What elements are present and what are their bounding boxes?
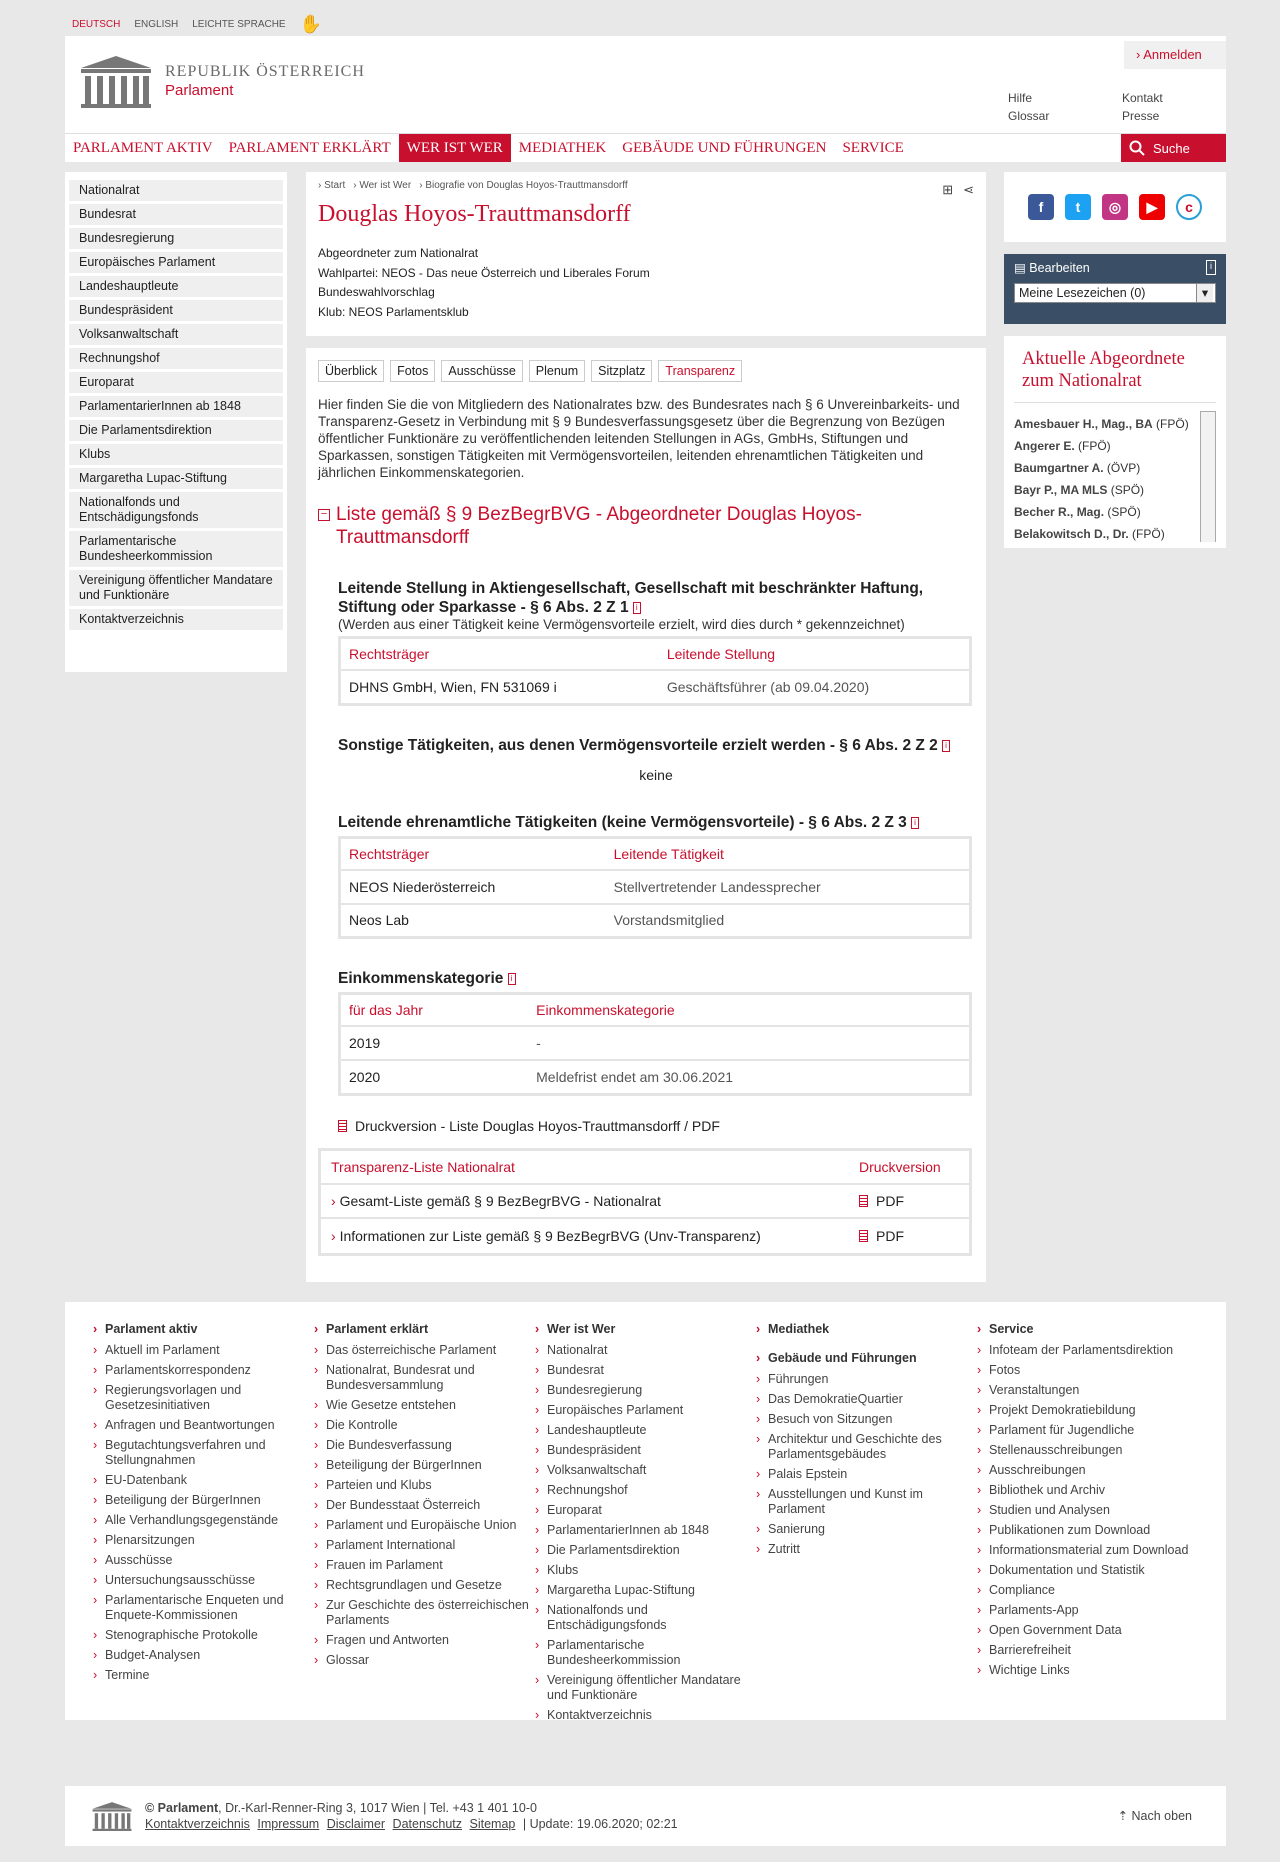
pdf-icon	[859, 1230, 868, 1242]
section-title: Einkommenskategorie	[338, 970, 504, 987]
footer-link[interactable]: › Parlaments-App	[977, 1603, 1198, 1618]
footer-link[interactable]: › Palais Epstein	[756, 1467, 977, 1482]
sidebar-item[interactable]: Die Parlamentsdirektion	[69, 420, 283, 441]
footer-link[interactable]: › ParlamentarierInnen ab 1848	[535, 1523, 756, 1538]
keine-text: keine	[639, 766, 673, 783]
footer-col-erklaert	[314, 1322, 535, 1700]
list-item[interactable]: Belakowitsch D., Dr. (FPÖ)	[1014, 527, 1165, 541]
tab-transparenz[interactable]: Transparenz	[658, 360, 742, 382]
footer-link[interactable]: › Studien und Analysen	[977, 1503, 1198, 1518]
info-icon[interactable]: i	[633, 602, 641, 614]
table-row	[340, 870, 971, 904]
footer-link[interactable]: › Architektur und Geschichte des Parlamentsgebäudes	[756, 1432, 977, 1462]
list-heading[interactable]	[318, 503, 974, 549]
search-button[interactable]	[1121, 134, 1226, 162]
social-links	[1004, 172, 1226, 242]
tab-ueberblick[interactable]: Überblick	[318, 360, 384, 382]
footer-heading[interactable]: › Parlament aktiv	[93, 1322, 314, 1337]
footer-heading[interactable]: › Wer ist Wer	[535, 1322, 756, 1337]
footer-link[interactable]: › Landeshauptleute	[535, 1423, 756, 1438]
current-mps-list	[1014, 402, 1216, 542]
edit-label: Bearbeiten	[1029, 261, 1090, 275]
tab-fotos[interactable]: Fotos	[390, 360, 435, 382]
footer-link[interactable]: › Parlamentarische Enqueten und Enquete-Kommissionen	[93, 1593, 314, 1623]
print-version-link[interactable]	[338, 1118, 974, 1134]
footer-heading[interactable]: › Gebäude und Führungen	[756, 1351, 977, 1366]
footer-heading[interactable]: › Parlament erklärt	[314, 1322, 535, 1337]
bio-box	[306, 172, 986, 336]
footer-link[interactable]: › Regierungsvorlagen und Gesetzesinitiativen	[93, 1383, 314, 1413]
sidebar-item[interactable]: Bundesrat	[69, 204, 283, 225]
list-header	[321, 1151, 969, 1185]
footer-heading[interactable]: › Mediathek	[756, 1322, 977, 1337]
sidebar-item[interactable]: ParlamentarierInnen ab 1848	[69, 396, 283, 417]
footer-link[interactable]: › Ausschreibungen	[977, 1463, 1198, 1478]
nav-mediathek[interactable]: MEDIATHEK	[518, 140, 607, 156]
login-button[interactable]: › Anmelden	[1124, 41, 1226, 69]
column-header: Leitende Tätigkeit	[606, 837, 971, 870]
share-icon[interactable]: ⋖	[963, 182, 974, 197]
list-heading-label: Liste gemäß § 9 BezBegrBVG - Abgeordneter Douglas Hoyos-Trauttmansdorff	[336, 504, 862, 548]
nav-parlament-aktiv[interactable]: PARLAMENT AKTIV	[73, 140, 213, 156]
footer-link[interactable]: › Die Bundesverfassung	[314, 1438, 535, 1453]
footer-link[interactable]: › Beteiligung der BürgerInnen	[314, 1458, 535, 1473]
info-icon[interactable]: i	[508, 973, 516, 985]
pdf-icon	[338, 1120, 347, 1132]
login-label: Anmelden	[1143, 47, 1202, 62]
parliament-logo-icon	[91, 1801, 133, 1831]
footer-link[interactable]: › Margaretha Lupac-Stiftung	[535, 1583, 756, 1598]
footer-link[interactable]: › Anfragen und Beantwortungen	[93, 1418, 314, 1433]
footer-heading[interactable]: › Service	[977, 1322, 1198, 1337]
footer-link[interactable]: › Das DemokratieQuartier	[756, 1392, 977, 1407]
youtube-icon[interactable]: ▶	[1139, 194, 1165, 220]
lang-easy[interactable]: LEICHTE SPRACHE	[192, 19, 286, 30]
main-nav	[65, 133, 1226, 162]
bookmarks-select[interactable]: Meine Lesezeichen (0) ▾	[1014, 283, 1216, 303]
column-header: Rechtsträger	[340, 837, 606, 870]
lang-deutsch[interactable]: DEUTSCH	[72, 19, 121, 30]
footer-link[interactable]: › Termine	[93, 1668, 314, 1683]
section-ehrenamtlich	[338, 813, 974, 940]
footer-link[interactable]: › Publikationen zum Download	[977, 1523, 1198, 1538]
list-item[interactable]: Becher R., Mag. (SPÖ)	[1014, 505, 1141, 519]
press-link[interactable]: Presse	[1122, 109, 1160, 123]
data-table	[338, 836, 972, 940]
intro-text: Hier finden Sie die von Mitgliedern des Nationalrates bzw. des Bundesrates nach § 6 Unvereinbarkeits- und Transparenz-Gesetz in Verbindung mit § 9 Bundesverfassungsgesetz über die Begrenzung von Bezügen öffentlicher Funktionäre zu veröffentlichenden leitenden Stellungen in AGs, GmbHs, Stiftungen und Sparkassen, sonstigen Tätigkeiten mit Vermögensvorteilen, leitenden ehrenamtlichen Tätigkeiten und jährlichen Einkommenskategorien.	[318, 397, 960, 480]
table-cell: NEOS Niederösterreich	[340, 870, 606, 904]
footer	[65, 1302, 1226, 1720]
footer-link[interactable]: › Nationalrat	[535, 1343, 756, 1358]
sidebar-item[interactable]: Parlamentarische Bundesheerkommission	[69, 531, 283, 567]
crumb-start[interactable]: › Start	[318, 180, 345, 191]
footer-link[interactable]: › Nationalfonds und Entschädigungsfonds	[535, 1603, 756, 1633]
footer-link[interactable]: › Rechtsgrundlagen und Gesetze	[314, 1578, 535, 1593]
arrow-up-icon: ⇡	[1117, 1809, 1129, 1823]
address: , Dr.-Karl-Renner-Ring 3, 1017 Wien | Tel. +43 1 401 10-0	[218, 1801, 537, 1815]
nav-parlament-erklaert[interactable]: PARLAMENT ERKLÄRT	[228, 140, 391, 156]
footer-link[interactable]: › Nationalrat, Bundesrat und Bundesversammlung	[314, 1363, 535, 1393]
pdf-icon	[859, 1195, 868, 1207]
column-header: für das Jahr	[340, 994, 529, 1027]
list-item[interactable]: Angerer E. (FPÖ)	[1014, 439, 1111, 453]
footer-link[interactable]: › Volksanwaltschaft	[535, 1463, 756, 1478]
footer-link[interactable]: › Veranstaltungen	[977, 1383, 1198, 1398]
footer-link[interactable]: › Zutritt	[756, 1542, 977, 1557]
sidebar	[65, 172, 287, 672]
footer-link[interactable]: › Die Parlamentsdirektion	[535, 1543, 756, 1558]
logo[interactable]	[79, 54, 365, 108]
data-table	[338, 992, 972, 1096]
table-cell: DHNS GmbH, Wien, FN 531069 i	[340, 670, 659, 704]
footer-link-kontakt[interactable]: Kontaktverzeichnis	[145, 1817, 250, 1831]
crumb-wer-ist-wer[interactable]: › Wer ist Wer	[353, 180, 411, 191]
footer-link[interactable]: › Der Bundesstaat Österreich	[314, 1498, 535, 1513]
edit-label-wrap[interactable]: ▤ Bearbeiten	[1014, 261, 1090, 275]
help-link[interactable]: Hilfe	[1008, 91, 1033, 105]
footer-link[interactable]: › Begutachtungsverfahren und Stellungnahmen	[93, 1438, 314, 1468]
footer-link[interactable]: › Projekt Demokratiebildung	[977, 1403, 1198, 1418]
section-leitende-stellung	[338, 579, 974, 706]
footer-link[interactable]: › Stenographische Protokolle	[93, 1628, 314, 1643]
footer-link[interactable]: › Parteien und Klubs	[314, 1478, 535, 1493]
sidebar-item[interactable]: Nationalfonds und Entschädigungsfonds	[69, 492, 283, 528]
parliament-logo-icon	[79, 54, 153, 108]
footer-link[interactable]: › Ausstellungen und Kunst im Parlament	[756, 1487, 977, 1517]
footer-link-datenschutz[interactable]: Datenschutz	[392, 1817, 463, 1831]
main-content	[306, 348, 986, 1282]
pdf-label: PDF	[876, 1227, 904, 1244]
section-einkommen	[338, 969, 974, 1096]
glossary-link[interactable]: Glossar	[1008, 109, 1050, 123]
print-version-label: Druckversion - Liste Douglas Hoyos-Trauttmansdorff / PDF	[355, 1117, 720, 1134]
sidebar-item[interactable]: Europarat	[69, 372, 283, 393]
twitter-icon[interactable]: t	[1065, 194, 1091, 220]
copyright: © Parlament	[145, 1801, 219, 1815]
transparency-list	[318, 1148, 972, 1256]
table-row	[340, 670, 971, 704]
footer-col-mediathek	[756, 1322, 977, 1700]
footer-link[interactable]: › Parlamentarische Bundesheerkommission	[535, 1638, 756, 1668]
section-title: Leitende Stellung in Aktiengesellschaft, Gesellschaft mit beschränkter Haftung, Stiftung oder Sparkasse - § 6 Abs. 2 Z 1	[338, 580, 924, 616]
sidebar-item[interactable]: Nationalrat	[69, 180, 283, 201]
table-cell: 2020	[340, 1060, 529, 1094]
table-cell: -	[528, 1026, 970, 1060]
sidebar-item[interactable]: Margaretha Lupac-Stiftung	[69, 468, 283, 489]
footer-link[interactable]: › Infoteam der Parlamentsdirektion	[977, 1343, 1198, 1358]
footer-link[interactable]: › Vereinigung öffentlicher Mandatare und Funktionäre	[535, 1673, 756, 1703]
footer-col-aktiv	[93, 1322, 314, 1700]
footer-link[interactable]: › Aktuell im Parlament	[93, 1343, 314, 1358]
bio-list: Bundeswahlvorschlag	[318, 285, 435, 299]
list-item-label: Gesamt-Liste gemäß § 9 BezBegrBVG - Nationalrat	[339, 1192, 661, 1209]
sidebar-item[interactable]: Volksanwaltschaft	[69, 324, 283, 345]
section-sonstige	[338, 736, 974, 783]
list-item[interactable]: Baumgartner A. (ÖVP)	[1014, 461, 1141, 475]
bottom-bar	[65, 1786, 1226, 1846]
list-item	[321, 1185, 969, 1219]
footer-link[interactable]: › Die Kontrolle	[314, 1418, 535, 1433]
language-bar	[72, 14, 322, 35]
sidebar-item[interactable]: Klubs	[69, 444, 283, 465]
table-row	[340, 1060, 971, 1094]
table-cell: Neos Lab	[340, 904, 606, 938]
list-item[interactable]: Bayr P., MA MLS (SPÖ)	[1014, 483, 1145, 497]
contact-link[interactable]: Kontakt	[1122, 91, 1163, 105]
edit-box	[1004, 254, 1226, 324]
footer-link[interactable]: › Kontaktverzeichnis	[535, 1708, 756, 1723]
footer-link[interactable]: › Bundesregierung	[535, 1383, 756, 1398]
footer-link[interactable]: › Europarat	[535, 1503, 756, 1518]
bio-function: Abgeordneter zum Nationalrat	[318, 246, 479, 260]
table-cell: Vorstandsmitglied	[606, 904, 971, 938]
bio-details	[318, 244, 974, 322]
crumb-current: › Biografie von Douglas Hoyos-Trauttmansdorff	[419, 180, 627, 191]
footer-link[interactable]: › Barrierefreiheit	[977, 1643, 1198, 1658]
footer-link[interactable]: › Ausschüsse	[93, 1553, 314, 1568]
table-cell: 2019	[340, 1026, 529, 1060]
section-note: (Werden aus einer Tätigkeit keine Vermögensvorteile erzielt, wird dies durch * gekennzeichnet)	[338, 617, 905, 632]
current-mps-box	[1004, 336, 1226, 548]
data-table	[338, 636, 972, 706]
sidebar-item[interactable]: Bundespräsident	[69, 300, 283, 321]
table-cell: Meldefrist endet am 30.06.2021	[528, 1060, 970, 1094]
nav-gebaeude[interactable]: GEBÄUDE UND FÜHRUNGEN	[622, 140, 827, 156]
instagram-icon[interactable]: ◎	[1102, 194, 1128, 220]
footer-link[interactable]: › Parlament International	[314, 1538, 535, 1553]
footer-link-impressum[interactable]: Impressum	[257, 1817, 320, 1831]
collapse-icon[interactable]: −	[318, 509, 330, 521]
table-cell: Stellvertretender Landessprecher	[606, 870, 971, 904]
current-mps-title: Aktuelle Abgeordnete zum Nationalrat	[1022, 349, 1185, 391]
footer-col-service	[977, 1322, 1198, 1700]
list-header-print: Druckversion	[859, 1158, 941, 1175]
tab-plenum[interactable]: Plenum	[529, 360, 585, 382]
footer-link[interactable]: › Open Government Data	[977, 1623, 1198, 1638]
flickr-icon[interactable]: c	[1176, 194, 1202, 220]
logo-line2: Parlament	[165, 82, 234, 99]
footer-link[interactable]: › Besuch von Sitzungen	[756, 1412, 977, 1427]
sidebar-item[interactable]: Europäisches Parlament	[69, 252, 283, 273]
tools	[942, 182, 974, 198]
footer-link[interactable]: › Parlament und Europäische Union	[314, 1518, 535, 1533]
bio-party: Wahlpartei: NEOS - Das neue Österreich und Liberales Forum	[318, 265, 650, 280]
footer-link[interactable]: › Wie Gesetze entstehen	[314, 1398, 535, 1413]
footer-link[interactable]: › Bundespräsident	[535, 1443, 756, 1458]
table-row	[340, 904, 971, 938]
table-cell: Geschäftsführer (ab 09.04.2020)	[659, 670, 971, 704]
breadcrumb	[318, 180, 974, 191]
bookmark-add-icon[interactable]: ⊞	[942, 182, 954, 197]
footer-link[interactable]: › Sanierung	[756, 1522, 977, 1537]
footer-link[interactable]: › Klubs	[535, 1563, 756, 1578]
tab-sitzplatz[interactable]: Sitzplatz	[591, 360, 652, 382]
back-to-top[interactable]: ⇡ Nach oben	[1117, 1809, 1192, 1823]
footer-link[interactable]: › Das österreichische Parlament	[314, 1343, 535, 1358]
header	[65, 36, 1226, 162]
gesamt-liste-link[interactable]: › Gesamt-Liste gemäß § 9 BezBegrBVG - Nationalrat	[331, 1192, 661, 1209]
pdf-link[interactable]	[859, 1193, 959, 1209]
info-icon[interactable]: i	[1206, 260, 1216, 275]
list-header-title: Transparenz-Liste Nationalrat	[331, 1158, 515, 1175]
info-liste-link[interactable]: › Informationen zur Liste gemäß § 9 BezBegrBVG (Unv-Transparenz)	[331, 1227, 761, 1244]
top-links	[1008, 91, 1222, 123]
column-header: Leitende Stellung	[659, 638, 971, 671]
footer-link[interactable]: › Dokumentation und Statistik	[977, 1563, 1198, 1578]
footer-link[interactable]: › Bibliothek und Archiv	[977, 1483, 1198, 1498]
sidebar-item[interactable]: Landeshauptleute	[69, 276, 283, 297]
update-date: | Update: 19.06.2020; 02:21	[522, 1817, 678, 1831]
sidebar-item[interactable]: Vereinigung öffentlicher Mandatare und Funktionäre	[69, 570, 283, 606]
footer-link[interactable]: › Frauen im Parlament	[314, 1558, 535, 1573]
footer-link[interactable]: › Compliance	[977, 1583, 1198, 1598]
column-header: Rechtsträger	[340, 638, 659, 671]
footer-link[interactable]: › Fragen und Antworten	[314, 1633, 535, 1648]
footer-link[interactable]: › Rechnungshof	[535, 1483, 756, 1498]
section-title: Sonstige Tätigkeiten, aus denen Vermögensvorteile erzielt werden - § 6 Abs. 2 Z 2	[338, 736, 938, 754]
footer-link[interactable]: › Untersuchungsausschüsse	[93, 1573, 314, 1588]
lang-english[interactable]: ENGLISH	[134, 19, 179, 30]
pdf-label: PDF	[876, 1192, 904, 1209]
footer-link[interactable]: › Zur Geschichte des österreichischen Parlaments	[314, 1598, 535, 1628]
list-item[interactable]: Amesbauer H., Mag., BA (FPÖ)	[1014, 417, 1189, 431]
footer-link-sitemap[interactable]: Sitemap	[469, 1817, 516, 1831]
footer-link[interactable]: › Stellenausschreibungen	[977, 1443, 1198, 1458]
footer-link[interactable]: › Beteiligung der BürgerInnen	[93, 1493, 314, 1508]
footer-col-wer	[535, 1322, 756, 1722]
footer-link[interactable]: › Alle Verhandlungsgegenstände	[93, 1513, 314, 1528]
footer-link[interactable]: › Wichtige Links	[977, 1663, 1198, 1678]
nav-wer-ist-wer[interactable]: WER IST WER	[399, 134, 511, 162]
search-icon	[1129, 140, 1145, 156]
section-title: Leitende ehrenamtliche Tätigkeiten (keine Vermögensvorteile) - § 6 Abs. 2 Z 3	[338, 813, 907, 831]
footer-link[interactable]: › Informationsmaterial zum Download	[977, 1543, 1198, 1558]
footer-link[interactable]: › Parlamentskorrespondenz	[93, 1363, 314, 1378]
pdf-link[interactable]	[859, 1228, 959, 1244]
footer-link[interactable]: › EU-Datenbank	[93, 1473, 314, 1488]
footer-link[interactable]: › Europäisches Parlament	[535, 1403, 756, 1418]
list-item-label: Informationen zur Liste gemäß § 9 BezBegrBVG (Unv-Transparenz)	[339, 1227, 761, 1244]
sign-language-icon[interactable]: ✋	[299, 14, 323, 34]
list-item	[321, 1219, 969, 1253]
column-header: Einkommenskategorie	[528, 994, 970, 1027]
nav-service[interactable]: SERVICE	[842, 140, 904, 156]
sidebar-item[interactable]: Bundesregierung	[69, 228, 283, 249]
table-row	[340, 1026, 971, 1060]
scrollbar[interactable]	[1200, 411, 1216, 542]
info-icon[interactable]: i	[911, 817, 919, 829]
tab-ausschuesse[interactable]: Ausschüsse	[441, 360, 522, 382]
sidebar-item[interactable]: Kontaktverzeichnis	[69, 609, 283, 630]
search-label: Suche	[1153, 140, 1190, 156]
footer-link[interactable]: › Glossar	[314, 1653, 535, 1668]
info-icon[interactable]: i	[942, 740, 950, 752]
footer-link-disclaimer[interactable]: Disclaimer	[326, 1817, 386, 1831]
footer-link[interactable]: › Budget-Analysen	[93, 1648, 314, 1663]
footer-link[interactable]: › Führungen	[756, 1372, 977, 1387]
tabs	[318, 360, 974, 382]
footer-link[interactable]: › Parlament für Jugendliche	[977, 1423, 1198, 1438]
footer-link[interactable]: › Fotos	[977, 1363, 1198, 1378]
page-title: Douglas Hoyos-Trauttmansdorff	[318, 201, 631, 227]
facebook-icon[interactable]: f	[1028, 194, 1054, 220]
logo-line1: REPUBLIK ÖSTERREICH	[165, 63, 365, 80]
sidebar-item[interactable]: Rechnungshof	[69, 348, 283, 369]
footer-link[interactable]: › Plenarsitzungen	[93, 1533, 314, 1548]
footer-link[interactable]: › Bundesrat	[535, 1363, 756, 1378]
bio-club: Klub: NEOS Parlamentsklub	[318, 304, 469, 319]
